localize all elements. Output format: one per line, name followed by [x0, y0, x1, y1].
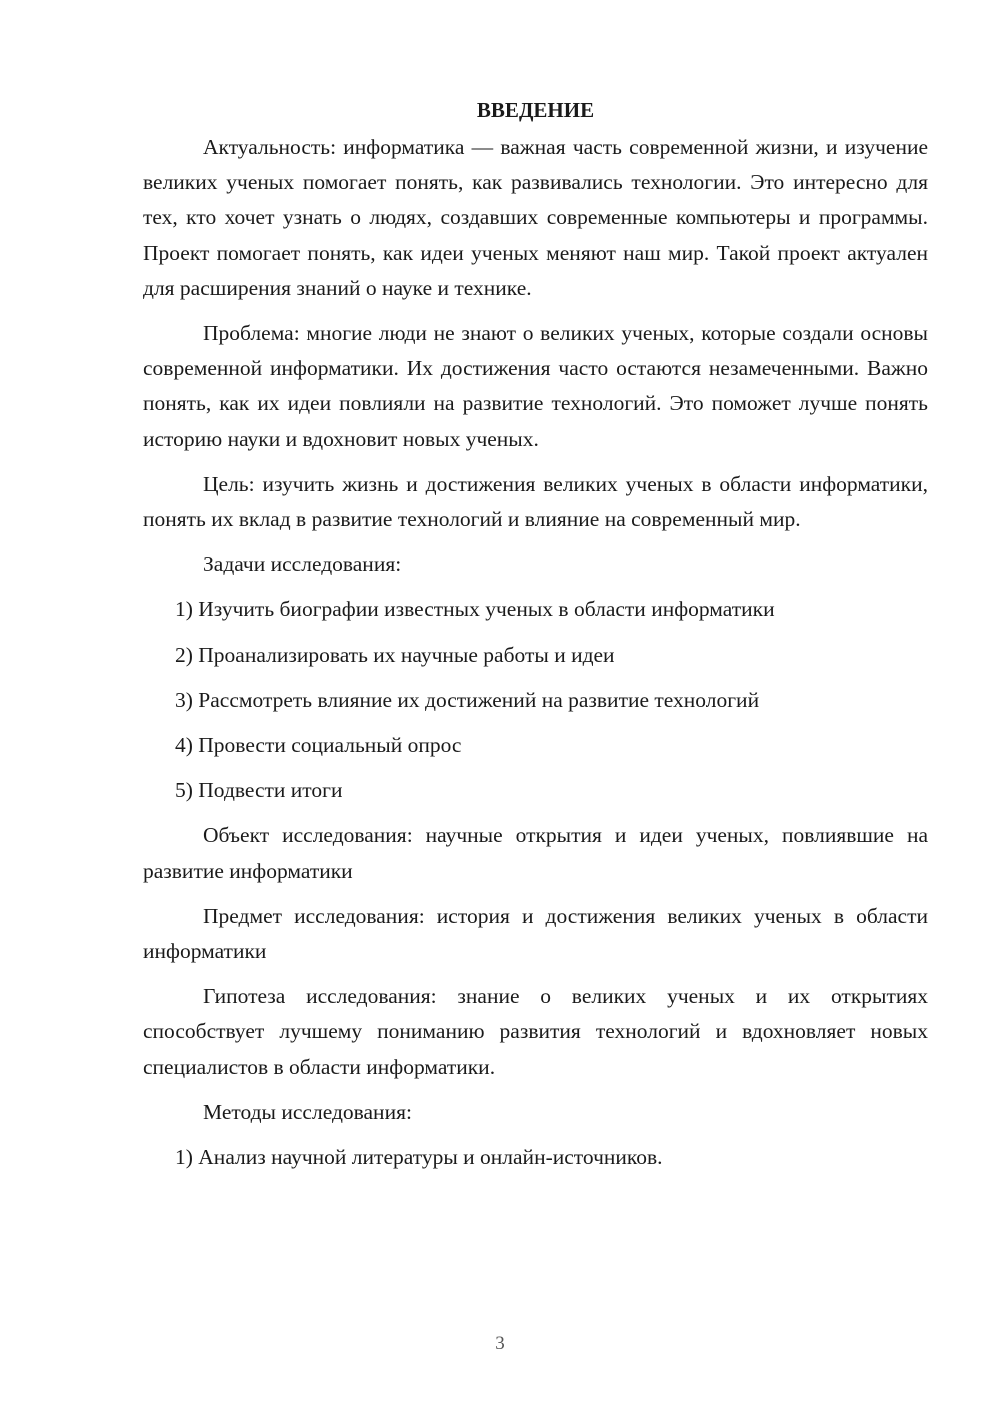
list-item: 2) Проанализировать их научные работы и идеи — [175, 642, 615, 667]
tasks-title: Задачи исследования: — [203, 552, 402, 577]
list-item: 3) Рассмотреть влияние их достижений на развитие технологий — [175, 687, 760, 712]
object-paragraph: Объект исследования: научные открытия и идеи ученых, повлиявшие на развитие информатики — [143, 823, 928, 883]
list-item: 1) Анализ научной литературы и онлайн-источников. — [175, 1145, 663, 1170]
goal-paragraph: Цель: изучить жизнь и достижения великих ученых в области информатики, понять их вклад в развитие технологий и влияние на современный мир. — [143, 471, 928, 532]
relevance-paragraph: Актуальность: информатика — важная часть современной жизни, и изучение великих ученых помогает понять, как развивались технологии. Это интересно для тех, кто хочет узнать о людях, создавших современные компьютеры и программы. Проект помогает понять, как идеи ученых меняют наш мир. Такой проект актуален для расширения знаний о науке и технике. — [143, 135, 928, 300]
document-page — [143, 95, 928, 1175]
list-item: 5) Подвести итоги — [175, 778, 343, 803]
page-number: 3 — [495, 1333, 505, 1354]
section-heading: ВВЕДЕНИЕ — [476, 98, 595, 122]
subject-paragraph: Предмет исследования: история и достижения великих ученых в области информатики — [143, 903, 928, 964]
methods-title: Методы исследования: — [203, 1099, 412, 1124]
hypothesis-paragraph: Гипотеза исследования: знание о великих ученых и их открытиях способствует лучшему пониманию развития технологий и вдохновляет новых специалистов в области информатики. — [143, 984, 928, 1079]
list-item: 1) Изучить биографии известных ученых в области информатики — [175, 597, 775, 622]
list-item: 4) Провести социальный опрос — [175, 733, 462, 758]
tasks-list — [143, 592, 928, 808]
problem-paragraph: Проблема: многие люди не знают о великих ученых, которые создали основы современной информатики. Их достижения часто остаются незамеченными. Важно понять, как их идеи повлияли на развитие технологий. Это поможет лучше понять историю науки и вдохновит новых ученых. — [143, 321, 928, 451]
methods-list — [143, 1140, 928, 1175]
